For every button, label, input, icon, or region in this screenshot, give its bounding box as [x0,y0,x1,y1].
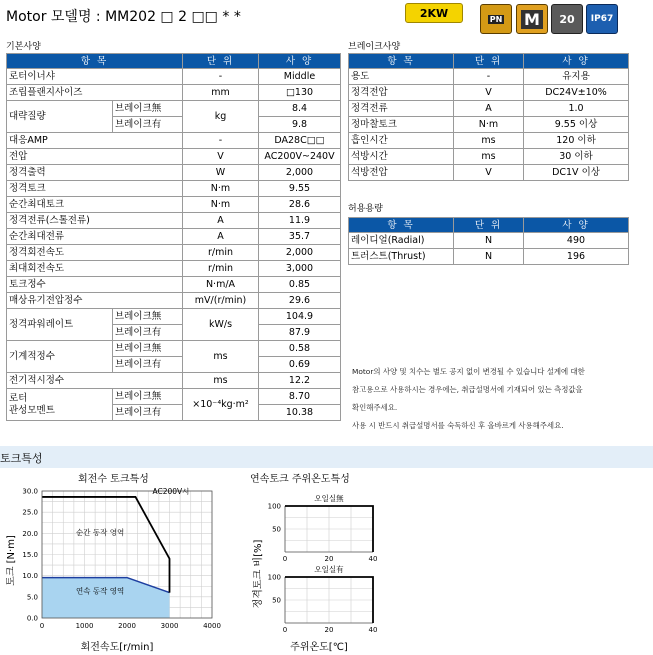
col-header-value: 사 양 [524,54,629,69]
row-item: 정격토크 [7,181,183,197]
inertia-badge [516,4,548,34]
speed-chart-title: 회전수 토크특성 [78,474,149,485]
row-value: 35.7 [259,229,341,245]
y-tick-label: 50 [272,596,281,605]
encoder-badge [480,4,512,34]
row-sub-label: 브레이크有 [113,357,183,373]
table-row [349,133,629,149]
row-value: 29.6 [259,293,341,309]
row-unit: V [454,165,524,181]
x-tick-label: 20 [324,555,334,563]
row-item: 로터이너샤 [7,69,183,85]
row-item: 매상유기전압정수 [7,293,183,309]
col-header-value: 사 양 [524,218,629,233]
row-item: 트러스트(Thrust) [349,249,454,265]
table-row [349,101,629,117]
row-sub-label: 브레이크無 [113,341,183,357]
load-spec-heading: 허용용량 [348,204,383,214]
table-row [7,261,341,277]
brake-spec-table [348,53,629,181]
y-tick-label: 30.0 [22,487,38,496]
row-value: 11.9 [259,213,341,229]
row-value: 0.58 [259,341,341,357]
col-header-item: 항 목 [7,54,183,69]
row-item: 정마찰토크 [349,117,454,133]
y-tick-label: 100 [267,502,281,511]
row-unit: N·m [454,117,524,133]
row-unit: A [454,101,524,117]
note-line-4: 사용 시 반드시 취급설명서를 숙독하신 후 올바르게 사용해주세요. [352,421,564,430]
x-tick-label: 0 [282,626,288,634]
x-tick-label: 3000 [160,622,179,630]
row-value: 9.8 [259,117,341,133]
x-tick-label: 40 [368,626,378,634]
row-value: 0.85 [259,277,341,293]
row-item: 용도 [349,69,454,85]
table-row [7,149,341,165]
table-row [349,69,629,85]
row-unit: kW/s [183,309,259,341]
speed-xlabel: 회전속도[r/min] [80,642,154,653]
y-tick-label: 20.0 [22,529,38,538]
basic-spec-table [6,53,341,421]
y-tick-label: 25.0 [22,508,38,517]
row-unit: r/min [183,245,259,261]
row-value: 1.0 [524,101,629,117]
table-row [7,133,341,149]
row-item: 레이디얼(Radial) [349,233,454,249]
row-unit: A [183,229,259,245]
oil-seal-none-label: 오일실無 [314,494,344,503]
row-sub-label: 브레이크有 [113,325,183,341]
row-item: 대략질량 [7,101,113,133]
row-item: 기계적정수 [7,341,113,373]
col-header-unit: 단 위 [183,54,259,69]
table-row [7,165,341,181]
characteristics-heading: 토크특성 [0,452,43,465]
row-item: 석방전압 [349,165,454,181]
y-tick-label: 15.0 [22,551,38,559]
row-sub-label: 브레이크無 [113,309,183,325]
table-row [349,85,629,101]
row-item: 조립플랜지사이즈 [7,85,183,101]
col-header-unit: 단 위 [454,54,524,69]
peak-region-label: 순간 동작 영역 [76,528,125,538]
row-item: 전압 [7,149,183,165]
row-item: 토크정수 [7,277,183,293]
x-tick-label: 4000 [203,622,221,630]
row-unit: ms [183,373,259,389]
row-item: 정격출력 [7,165,183,181]
col-header-item: 항 목 [349,218,454,233]
table-row [7,69,341,85]
x-tick-label: 1000 [75,622,94,630]
note-line-1: Motor의 사양 및 치수는 별도 공지 없이 변경될 수 있습니다 설계에 대한 [352,367,585,376]
y-tick-label: 10.0 [22,572,38,581]
table-row [7,181,341,197]
row-unit: N·m/A [183,277,259,293]
row-item: 순간최대전류 [7,229,183,245]
load-spec-table [348,217,629,265]
table-row [7,309,341,325]
x-tick-label: 0 [282,555,288,563]
row-unit: N·m [183,181,259,197]
table-row [7,85,341,101]
row-value: 유지용 [524,69,629,85]
row-unit: N [454,249,524,265]
row-value: 9.55 이상 [524,117,629,133]
row-value: 9.55 [259,181,341,197]
row-sub-label: 브레이크有 [113,405,183,421]
row-item: 로터 관성모멘트 [7,389,113,421]
table-row [7,373,341,389]
row-item: 정격전류 [349,101,454,117]
row-unit: mm [183,85,259,101]
row-value: DA28C□□ [259,133,341,149]
brake-spec-heading: 브레이크사양 [348,42,401,52]
row-value: 10.38 [259,405,341,421]
x-tick-label: 2000 [118,622,136,630]
row-sub-label: 브레이크有 [113,117,183,133]
row-value: 8.70 [259,389,341,405]
y-tick-label: 5.0 [26,593,38,602]
x-tick-label: 20 [324,626,334,634]
encoder-badge-label: PN [489,14,503,24]
power-badge [405,3,463,23]
temp-ylabel: 정격토크 비[%] [253,539,264,609]
row-value: 30 이하 [524,149,629,165]
row-unit: - [454,69,524,85]
speed-torque-chart [0,484,240,654]
table-row [349,117,629,133]
temp-xlabel: 주위온도[℃] [290,642,348,653]
row-item: 최대회전속도 [7,261,183,277]
table-row [349,149,629,165]
row-value: 490 [524,233,629,249]
row-value: AC200V~240V [259,149,341,165]
row-item: 석방시간 [349,149,454,165]
table-row [7,101,341,117]
row-unit: V [183,149,259,165]
speed-ylabel: 토크 [N·m] [6,535,17,586]
bit-badge-label: 20 [559,12,575,26]
voltage-note: AC200V시 [152,487,190,496]
row-value: 0.69 [259,357,341,373]
row-unit: ms [454,133,524,149]
row-unit: V [454,85,524,101]
row-unit: r/min [183,261,259,277]
row-unit: mV/(r/min) [183,293,259,309]
row-unit: N [454,233,524,249]
y-tick-label: 0.0 [26,614,38,623]
table-row [7,293,341,309]
row-unit: - [183,133,259,149]
oil-seal-with-label: 오일실有 [314,565,344,574]
x-tick-label: 40 [368,555,378,563]
continuous-region-label: 연속 동작 영역 [76,586,125,596]
table-row [7,277,341,293]
row-value: 12.2 [259,373,341,389]
y-tick-label: 50 [272,525,281,534]
row-item: 정격전압 [349,85,454,101]
table-row [7,341,341,357]
row-item: 정격회전속도 [7,245,183,261]
row-value: 87.9 [259,325,341,341]
row-unit: W [183,165,259,181]
row-value: 196 [524,249,629,265]
y-tick-label: 100 [267,573,281,582]
row-sub-label: 브레이크無 [113,389,183,405]
row-value: Middle [259,69,341,85]
table-row [349,165,629,181]
row-value: 8.4 [259,101,341,117]
ip-badge-label: IP67 [590,13,614,24]
row-value: 120 이하 [524,133,629,149]
table-row [349,249,629,265]
temp-torque-chart [245,484,385,654]
note-line-2: 참고용으로 사용하시는 경우에는, 취급설명서에 기재되어 있는 측정값을 [352,385,583,394]
row-item: 순간최대토크 [7,197,183,213]
model-title: Motor 모델명 : MM202 □ 2 □□ * * [6,9,241,25]
table-row [7,229,341,245]
table-row [7,389,341,405]
note-line-3: 확인해주세요. [352,403,398,412]
table-row [7,245,341,261]
temp-chart-title: 연속토크 주위온도특성 [250,474,350,485]
basic-spec-heading: 기본사양 [6,42,41,52]
row-value: □130 [259,85,341,101]
row-value: 2,000 [259,245,341,261]
power-badge-label: 2KW [419,6,449,20]
table-row [7,213,341,229]
row-item: 전기적시정수 [7,373,183,389]
row-unit: ms [183,341,259,373]
row-value: 28.6 [259,197,341,213]
bit-badge [551,4,583,34]
inertia-badge-label: M [521,10,543,29]
row-sub-label: 브레이크無 [113,101,183,117]
table-row [7,197,341,213]
row-value: 2,000 [259,165,341,181]
row-item: 정격파워레이트 [7,309,113,341]
row-unit: ×10⁻⁴kg·m² [183,389,259,421]
row-unit: ms [454,149,524,165]
row-value: DC1V 이상 [524,165,629,181]
row-item: 정격전류(스톨전류) [7,213,183,229]
characteristics-band [0,446,653,468]
col-header-unit: 단 위 [454,218,524,233]
row-item: 흡인시간 [349,133,454,149]
row-value: 3,000 [259,261,341,277]
row-unit: N·m [183,197,259,213]
x-tick-label: 0 [39,622,45,630]
row-unit: kg [183,101,259,133]
ip-badge [586,4,618,34]
col-header-value: 사 양 [259,54,341,69]
row-item: 대응AMP [7,133,183,149]
row-unit: - [183,69,259,85]
col-header-item: 항 목 [349,54,454,69]
row-value: 104.9 [259,309,341,325]
continuous-region-area [42,578,170,618]
row-unit: A [183,213,259,229]
table-row [349,233,629,249]
row-value: DC24V±10% [524,85,629,101]
